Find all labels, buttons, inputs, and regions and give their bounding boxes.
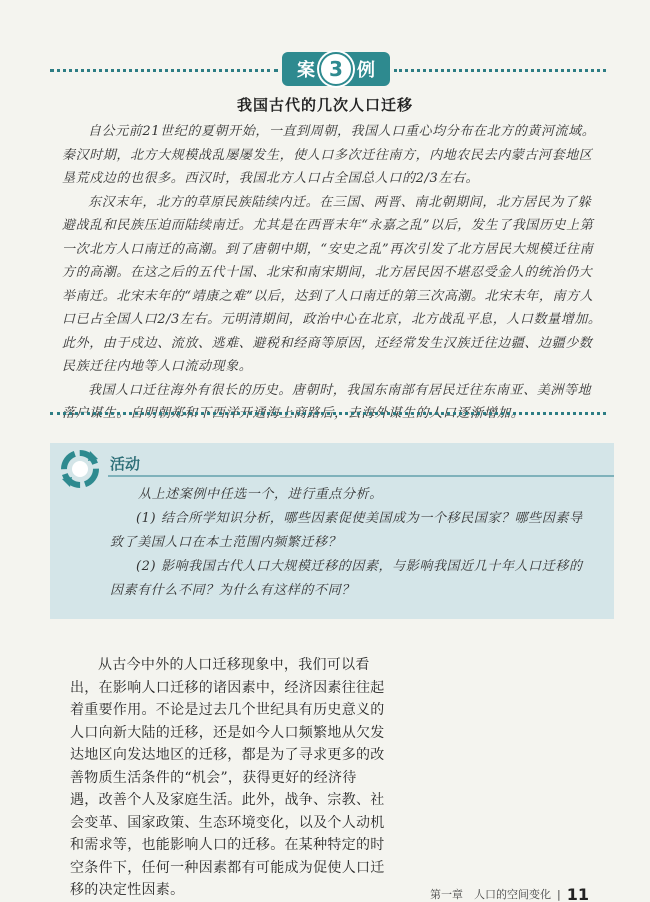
activity-title: 活动	[110, 455, 141, 473]
dotted-divider-bottom	[50, 412, 606, 415]
activity-question: (1) 结合所学知识分析，哪些因素促使美国成为一个移民国家？哪些因素导致了美国人口在本土范围内频繁迁移？	[110, 511, 583, 550]
dotted-divider-right	[394, 69, 606, 72]
activity-content	[110, 483, 594, 603]
page-footer	[430, 886, 650, 902]
main-paragraph: 从古今中外的人口迁移现象中，我们可以看出，在影响人口迁移的诸因素中，经济因素往往起着重要作用。不论是过去几个世纪具有历史意义的人口向新大陆的迁移，还是如今人口频繁地从欠发达地区向发达地区的迁移，都是为了寻求更多的改善物质生活条件的“机会”，获得更好的经济待遇，改善个人及家庭生活。此外，战争、宗教、社会变革、国家政策、生态环境变化，以及个人动机和需求等，也能影响人口的迁移。在某种特定的时空条件下，任何一种因素都有可能成为促使人口迁移的决定性因素。	[70, 657, 385, 898]
case-label-left: 案	[297, 60, 315, 81]
activity-box	[50, 443, 614, 619]
activity-question: (2) 影响我国古代人口大规模迁移的因素，与影响我国近几十年人口迁移的因素有什么不同？为什么有这样的不同？	[110, 559, 583, 598]
case-number: 3	[319, 52, 353, 86]
dotted-divider-left	[50, 69, 278, 72]
case-label-right: 例	[357, 60, 375, 81]
case-header	[50, 50, 606, 90]
chapter-title: 第一章 人口的空间变化	[430, 888, 551, 901]
case-badge	[282, 52, 390, 86]
activity-lead: 从上述案例中任选一个，进行重点分析。	[138, 487, 383, 502]
activity-rule	[108, 475, 614, 477]
cycle-arrows-icon	[58, 447, 102, 491]
case-paragraph: 东汉末年，北方的草原民族陆续内迁。在三国、两晋、南北朝期间，北方居民为了躲避战乱和民族压迫而陆续南迁。尤其是在西晋末年“永嘉之乱”以后，发生了我国历史上第一次北方人口南迁的高潮。到了唐朝中期，“安史之乱”再次引发了北方居民大规模迁往南方的高潮。在这之后的五代十国、北宋和南宋期间，北方居民因不堪忍受金人的统治仍大举南迁。北宋末年的“靖康之难”以后，达到了人口南迁的第三次高潮。北宋末年，南方人口已占全国人口2/3左右。元明清期间，政治中心在北京，北方战乱平息，人口数量增加。此外，由于戍边、流放、逃难、避税和经商等原因，还经常发生汉族迁往边疆、边疆少数民族迁往内地等人口流动现象。	[62, 194, 602, 374]
case-paragraph: 我国人口迁往海外有很长的历史。唐朝时，我国东南部有居民迁往东南亚、美洲等地落户谋生。自明朝郑和下西洋开通海上商路后，去海外谋生的人口逐渐增加。	[62, 382, 592, 421]
page-number: 11	[566, 886, 589, 902]
case-body	[62, 120, 602, 426]
case-title: 我国古代的几次人口迁移	[236, 96, 413, 114]
main-text	[70, 654, 385, 902]
footer-separator: |	[557, 887, 561, 901]
case-paragraph: 自公元前21世纪的夏朝开始，一直到周朝，我国人口重心均分布在北方的黄河流域。秦汉时期，北方大规模战乱屡屡发生，使人口多次迁往南方，内地农民去内蒙古河套地区垦荒戍边的也很多。西汉时，我国北方人口占全国总人口的2/3左右。	[62, 124, 596, 186]
